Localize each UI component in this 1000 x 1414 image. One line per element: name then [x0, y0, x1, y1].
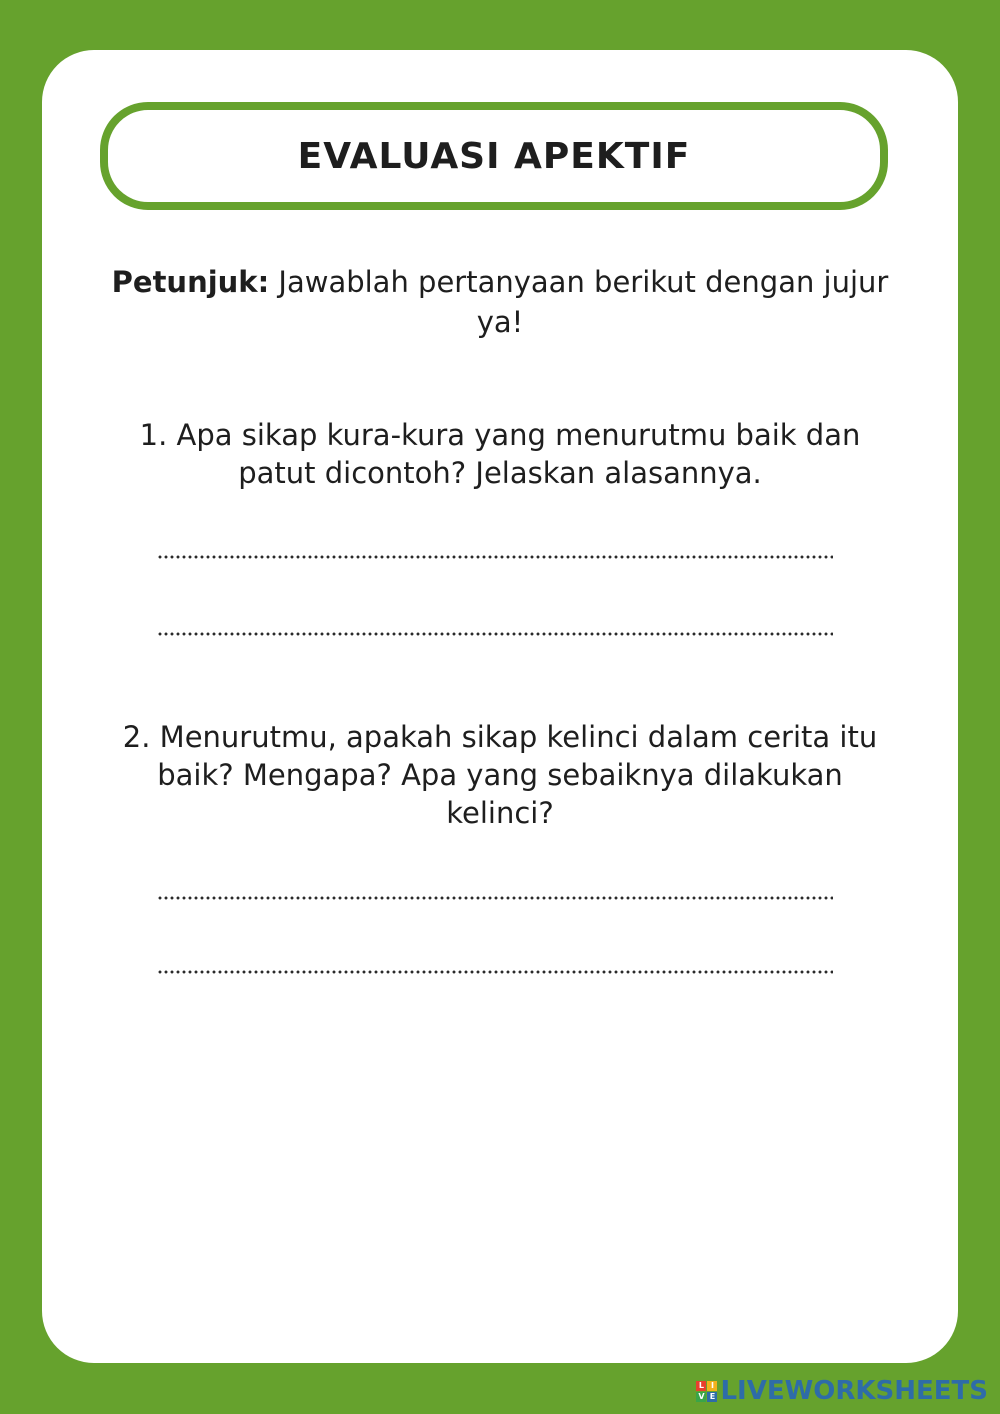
answer-line-2b[interactable] [157, 970, 833, 974]
brand-name: LIVEWORKSHEETS [720, 1376, 988, 1406]
question-1: 1. Apa sikap kura-kura yang menurutmu baik dan patut dicontoh? Jelaskan alasannya. [139, 418, 861, 490]
answer-line-2a[interactable] [157, 896, 833, 900]
live-icon [696, 1381, 717, 1402]
answer-line-1a[interactable] [157, 555, 833, 559]
live-icon-letter-i: I [707, 1381, 717, 1391]
page-title: EVALUASI APEKTIF [297, 135, 691, 177]
answer-line-1b[interactable] [157, 632, 833, 636]
live-icon-letter-l: L [696, 1381, 706, 1391]
instruction-label: Petunjuk: [111, 265, 270, 299]
instruction [102, 262, 898, 342]
worksheet-sheet [42, 50, 958, 1363]
title-banner [100, 102, 888, 210]
live-icon-letter-e: E [707, 1392, 717, 1402]
liveworksheets-logo [696, 1376, 988, 1406]
live-icon-letter-v: V [698, 1391, 705, 1401]
instruction-text: Jawablah pertanyaan berikut dengan jujur ya! [269, 265, 889, 339]
question-2: 2. Menurutmu, apakah sikap kelinci dalam cerita itu baik? Mengapa? Apa yang sebaiknya dilakukan kelinci? [122, 720, 878, 830]
